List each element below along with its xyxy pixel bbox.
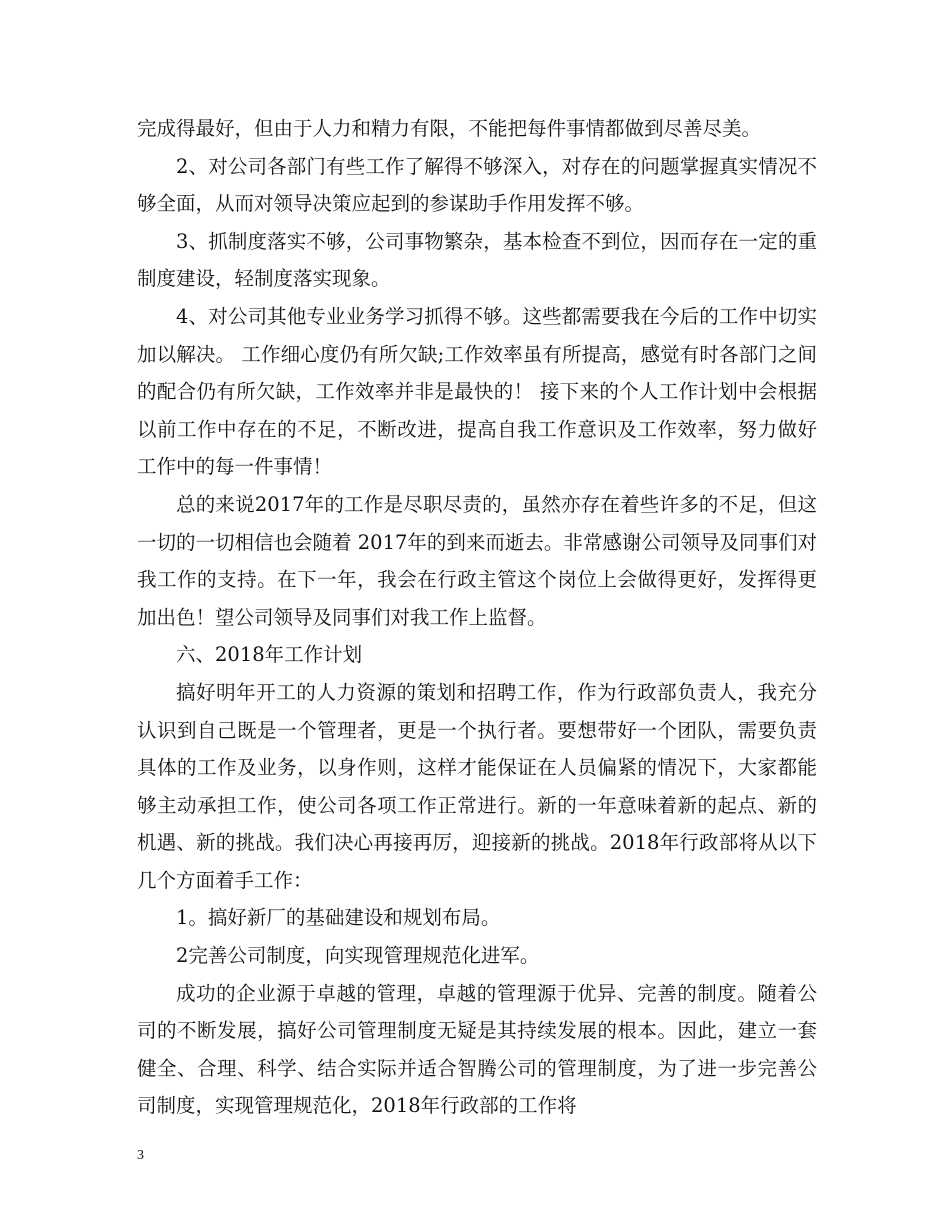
paragraph-summary: 总的来说2017年的工作是尽职尽责的，虽然亦存在着些许多的不足，但这一切的一切相信也会随着 2017年的到来而逝去。非常感谢公司领导及同事们对我工作的支持。在下一年，我会在行政主管这个岗位上会做得更好，发挥得更加出色！望公司领导及同事们对我工作上监督。 xyxy=(137,492,817,629)
paragraph-item-4: 4、对公司其他专业业务学习抓得不够。这些都需要我在今后的工作中切实加以解决。 工作细心度仍有所欠缺;工作效率虽有所提高，感觉有时各部门之间的配合仍有所欠缺，工作效率并非是最快的！ 接下来的个人工作计划中会根据以前工作中存在的不足，不断改进，提高自我工作意识及工作效率，努力做好工作中的每一件事情！ xyxy=(137,304,817,479)
paragraph-plan-item-1: 1。搞好新厂的基础建设和规划布局。 xyxy=(176,906,501,930)
paragraph-item-3: 3、抓制度落实不够，公司事物繁杂，基本检查不到位，因而存在一定的重制度建设，轻制度落实现象。 xyxy=(137,229,817,291)
paragraph-continuation: 完成得最好，但由于人力和精力有限，不能把每件事情都做到尽善尽美。 xyxy=(137,117,762,140)
paragraph-plan-detail: 成功的企业源于卓越的管理，卓越的管理源于优异、完善的制度。随着公司的不断发展，搞好公司管理制度无疑是其持续发展的根本。因此，建立一套健全、合理、科学、结合实际并适合智腾公司的管理制度，为了进一步完善公司制度，实现管理规范化，2018年行政部的工作将 xyxy=(137,981,817,1118)
paragraph-item-2: 2、对公司各部门有些工作了解得不够深入，对存在的问题掌握真实情况不够全面，从而对领导决策应起到的参谋助手作用发挥不够。 xyxy=(137,154,817,216)
paragraph-plan-item-2: 2完善公司制度，向实现管理规范化进军。 xyxy=(176,944,540,968)
document-body xyxy=(137,110,817,1125)
section-heading-2018-plan: 六、2018年工作计划 xyxy=(176,643,363,667)
paragraph-plan-intro: 搞好明年开工的人力资源的策划和招聘工作，作为行政部负责人，我充分认识到自己既是一个管理者，更是一个执行者。要想带好一个团队，需要负责具体的工作及业务，以身作则，这样才能保证在人员偏紧的情况下，大家都能够主动承担工作，使公司各项工作正常进行。新的一年意味着新的起点、新的机遇、新的挑战。我们决心再接再厉，迎接新的挑战。2018年行政部将从以下几个方面着手工作： xyxy=(137,680,817,892)
page-number: 3 xyxy=(137,1148,144,1163)
